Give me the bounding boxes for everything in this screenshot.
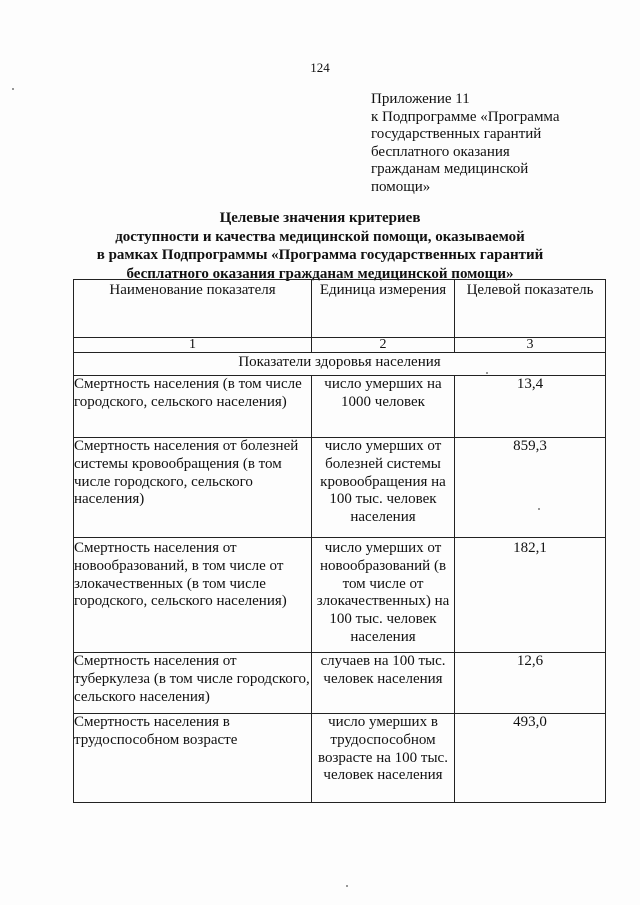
appendix-line: бесплатного оказания — [371, 143, 510, 160]
page-number: 124 — [310, 60, 330, 75]
document-title — [40, 209, 600, 283]
section-title: Показатели здоровья населения — [74, 353, 606, 376]
table-row — [74, 376, 606, 438]
table-header-row — [74, 280, 606, 338]
appendix-note — [371, 91, 621, 196]
column-number: 1 — [74, 338, 312, 353]
header-indicator-name: Наименование показателя — [74, 280, 312, 338]
column-number-row — [74, 338, 606, 353]
criteria-table — [73, 279, 606, 803]
header-unit: Единица измерения — [312, 280, 455, 338]
appendix-line: помощи» — [371, 178, 431, 195]
title-line: доступности и качества медицинской помощи, оказываемой — [115, 228, 525, 245]
indicator-value: 859,3 — [455, 438, 606, 538]
appendix-line: государственных гарантий — [371, 126, 542, 142]
appendix-line: гражданам медицинской — [371, 161, 529, 177]
indicator-name: Смертность населения от туберкулеза (в том числе городского, сельского населения) — [74, 653, 312, 714]
table-row — [74, 538, 606, 653]
indicator-unit: число умерших от болезней системы кровообращения на 100 тыс. человек населения — [312, 438, 455, 538]
section-row — [74, 353, 606, 376]
table-row — [74, 438, 606, 538]
indicator-unit: число умерших на 1000 человек — [312, 376, 455, 438]
indicator-value: 182,1 — [455, 538, 606, 653]
header-target-value: Целевой показатель — [455, 280, 606, 338]
indicator-value: 12,6 — [455, 653, 606, 714]
table-row — [74, 653, 606, 714]
scan-speck — [12, 88, 14, 90]
indicator-unit: число умерших в трудоспособном возрасте на 100 тыс. человек населения — [312, 714, 455, 803]
indicator-name: Смертность населения (в том числе городского, сельского населения) — [74, 376, 312, 438]
column-number: 2 — [312, 338, 455, 353]
scan-speck — [486, 372, 488, 374]
indicator-unit: случаев на 100 тыс. человек населения — [312, 653, 455, 714]
indicator-name: Смертность населения в трудоспособном возрасте — [74, 714, 312, 803]
indicator-value: 13,4 — [455, 376, 606, 438]
scan-speck — [346, 885, 348, 887]
indicator-name: Смертность населения от болезней системы кровообращения (в том числе городского, сельского населения) — [74, 438, 312, 538]
indicator-unit: число умерших от новообразований (в том числе от злокачественных) на 100 тыс. человек населения — [312, 538, 455, 653]
indicator-value: 493,0 — [455, 714, 606, 803]
table-row — [74, 714, 606, 803]
title-line: в рамках Подпрограммы «Программа государственных гарантий — [96, 247, 544, 263]
scan-speck — [538, 508, 540, 510]
title-line: бесплатного оказания гражданам медицинской помощи» — [126, 265, 514, 282]
column-number: 3 — [455, 338, 606, 353]
title-line: Целевые значения критериев — [219, 210, 421, 226]
appendix-line: к Подпрограмме «Программа — [371, 108, 560, 125]
indicator-name: Смертность населения от новообразований, в том числе от злокачественных (в том числе городского, сельского населения) — [74, 538, 312, 653]
appendix-line: Приложение 11 — [371, 91, 470, 107]
